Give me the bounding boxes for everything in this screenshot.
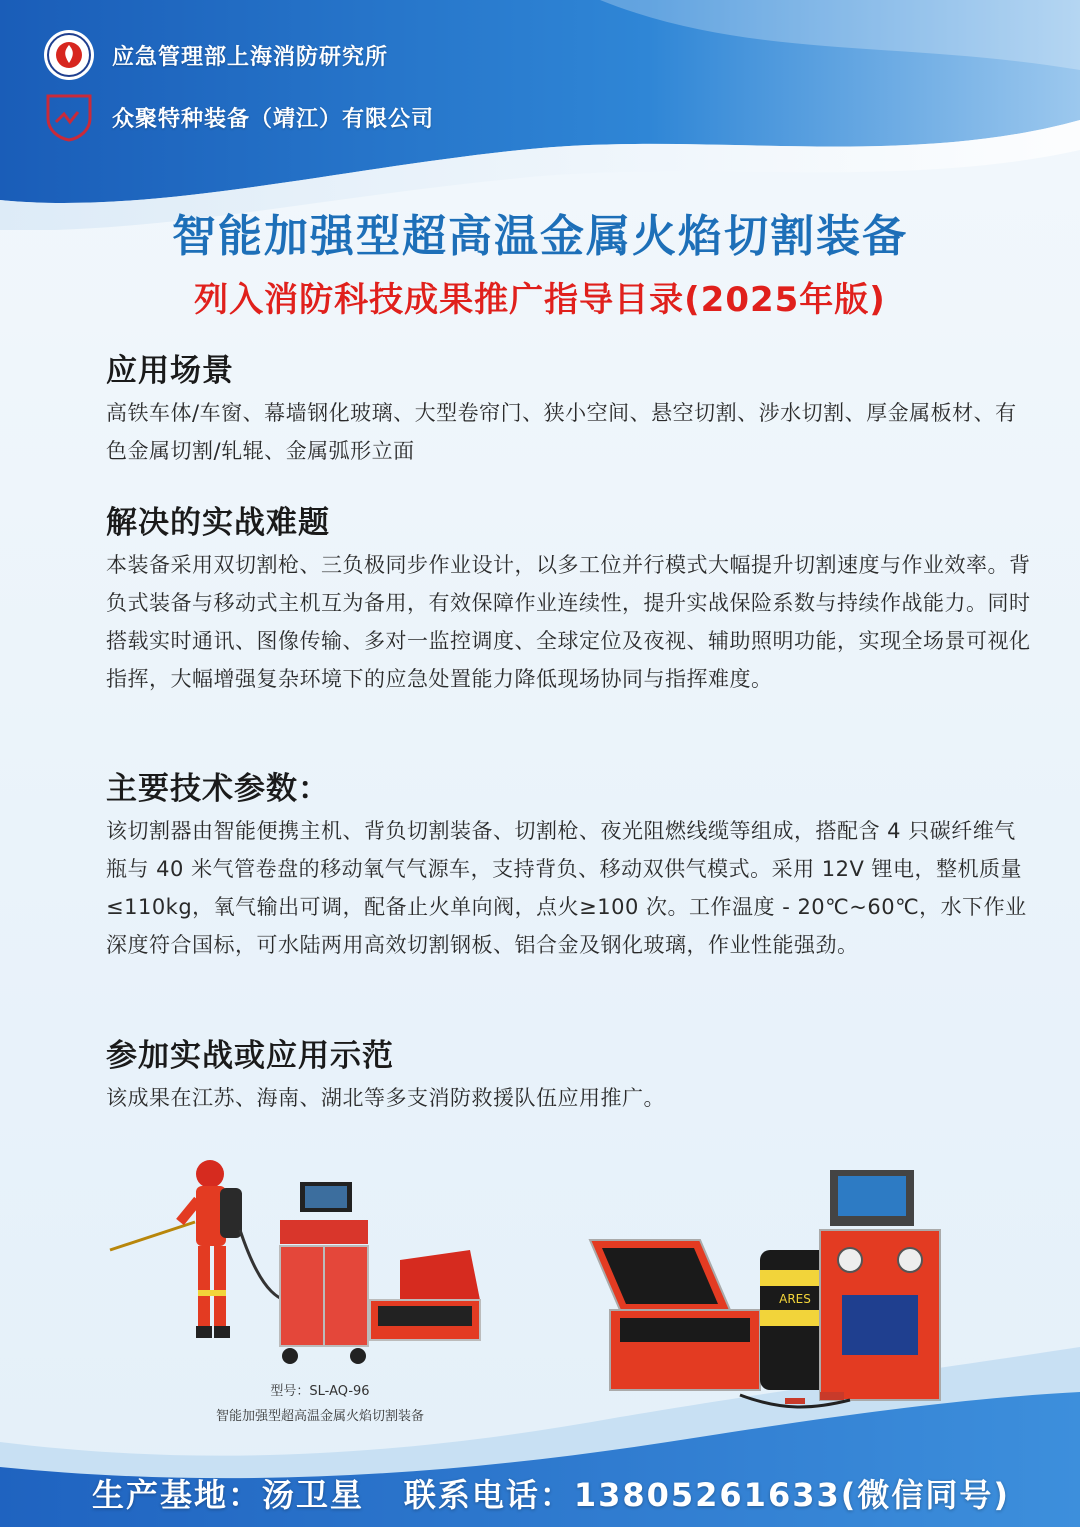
- section-parameters: [106, 763, 1036, 964]
- section-application: [106, 345, 1036, 470]
- product-model: 型号：SL-AQ-96: [270, 1384, 370, 1399]
- section-heading: 解决的实战难题: [106, 505, 330, 541]
- org-name-institute: 应急管理部上海消防研究所: [112, 44, 389, 70]
- production-base: 生产基地：汤卫星: [92, 1476, 365, 1514]
- section-body: 高铁车体/车窗、幕墙钢化玻璃、大型卷帘门、狭小空间、悬空切割、涉水切割、厚金属板材、有色金属切割/轧辊、金属弧形立面: [106, 401, 1017, 463]
- section-demonstration: [106, 1030, 1036, 1117]
- main-title: 智能加强型超高温金属火焰切割装备: [172, 211, 908, 262]
- footer-bar: [0, 1470, 1080, 1516]
- contact-phone: 联系电话：13805261633(微信同号): [403, 1476, 1010, 1514]
- org-row-1: [42, 28, 388, 82]
- fire-institute-emblem-icon: [42, 28, 96, 82]
- section-heading: 主要技术参数：: [106, 771, 330, 807]
- section-heading: 应用场景: [106, 353, 234, 389]
- sub-title: 列入消防科技成果推广指导目录(2025年版): [194, 280, 886, 320]
- section-body: 该切割器由智能便携主机、背负切割装备、切割枪、夜光阻燃线缆等组成，搭配含 4 只碳纤维气瓶与 40 米气管卷盘的移动氧气气源车，支持背负、移动双供气模式。采用 12V 锂电，整机质量≤110kg，氧气输出可调，配备止火单向阀，点火≥100 次。工作温度 - 20℃~60℃，水下作业深度符合国标，可水陆两用高效切割钢板、铝合金及钢化玻璃，作业性能强劲。: [106, 819, 1027, 957]
- org-row-2: [42, 92, 434, 142]
- product-photo-firefighter-set: [100, 1150, 500, 1390]
- product-caption: 智能加强型超高温金属火焰切割装备: [215, 1409, 424, 1424]
- section-body: 本装备采用双切割枪、三负极同步作业设计，以多工位并行模式大幅提升切割速度与作业效率。背负式装备与移动式主机互为备用，有效保障作业连续性，提升实战保险系数与持续作战能力。同时搭载实时通讯、图像传输、多对一监控调度、全球定位及夜视、辅助照明功能，实现全场景可视化指挥，大幅增强复杂环境下的应急处置能力降低现场协同与指挥难度。: [106, 553, 1031, 691]
- company-shield-logo-icon: [42, 92, 96, 142]
- product-photo-equipment-set: [580, 1160, 960, 1420]
- device-brand-label: ARES: [779, 1292, 811, 1306]
- org-name-company: 众聚特种装备（靖江）有限公司: [112, 106, 435, 132]
- section-body: 该成果在江苏、海南、湖北等多支消防救援队伍应用推广。: [106, 1086, 665, 1110]
- section-problems: [106, 497, 1036, 698]
- section-heading: 参加实战或应用示范: [106, 1038, 394, 1074]
